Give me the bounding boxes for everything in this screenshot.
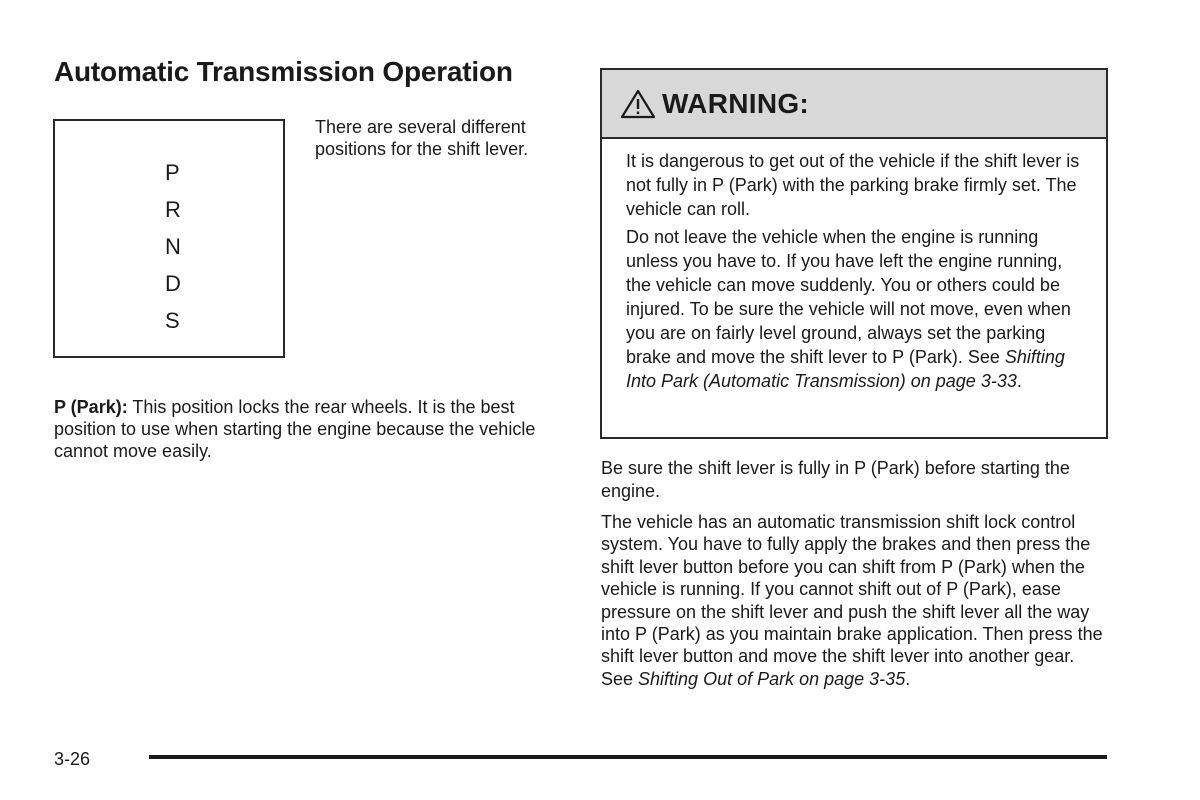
intro-paragraph: There are several different positions for the shift lever.	[315, 117, 529, 159]
body-paragraph-2-end: .	[905, 668, 911, 689]
body-page-reference: Shifting Out of Park on page 3-35	[638, 668, 906, 689]
page-number: 3-26	[54, 749, 91, 769]
warning-title: WARNING:	[662, 87, 810, 119]
shift-position-diagram	[53, 119, 285, 358]
warning-paragraph-1: It is dangerous to get out of the vehicle if the shift lever is not fully in P (Park) with the parking brake firmly set. The vehicle can roll.	[626, 151, 1080, 219]
body-paragraph-2-see: See	[601, 668, 639, 689]
warning-triangle-icon	[620, 89, 656, 119]
body-paragraph-2	[601, 511, 1111, 690]
shift-position-n: N	[165, 234, 181, 259]
warning-body	[602, 139, 1106, 393]
shift-position-list	[165, 154, 181, 339]
warning-header	[602, 70, 1106, 139]
park-description: This position locks the rear wheels. It is the best position to use when starting the engine because the vehicle cannot move easily.	[54, 397, 536, 461]
shift-position-p: P	[165, 160, 180, 185]
warning-paragraph-2-end: .	[1016, 371, 1022, 391]
warning-paragraph-2-text: Do not leave the vehicle when the engine is running unless you have to. If you have left the engine running, the vehicle can move suddenly. You or others could be injured. To be sure the vehicle will not move, even when you are on fairly level ground, always set the parking brake and move the shift lever to P (Park). See	[626, 227, 1071, 367]
warning-box	[600, 68, 1108, 439]
warning-paragraph-2	[626, 225, 1082, 393]
warning-page-reference: Shifting Into Park (Automatic Transmission) on page 3-33	[626, 347, 1065, 391]
footer-rule	[149, 755, 1107, 759]
shift-position-s: S	[165, 308, 180, 333]
shift-position-r: R	[165, 197, 181, 222]
park-label: P (Park):	[54, 397, 128, 417]
body-paragraph-2-text: The vehicle has an automatic transmission shift lock control system. You have to fully apply the brakes and then press the shift lever button before you can shift from P (Park) when the vehicle is running. If you cannot shift out of P (Park), ease pressure on the shift lever and push the shift lever all the way into P (Park) as you maintain brake application. Then press the shift lever button and move the shift lever into another gear.	[601, 512, 1103, 667]
shift-position-d: D	[165, 271, 181, 296]
page-title: Automatic Transmission Operation	[54, 56, 513, 87]
body-paragraph-1: Be sure the shift lever is fully in P (Park) before starting the engine.	[601, 458, 1070, 501]
park-paragraph	[54, 396, 554, 462]
